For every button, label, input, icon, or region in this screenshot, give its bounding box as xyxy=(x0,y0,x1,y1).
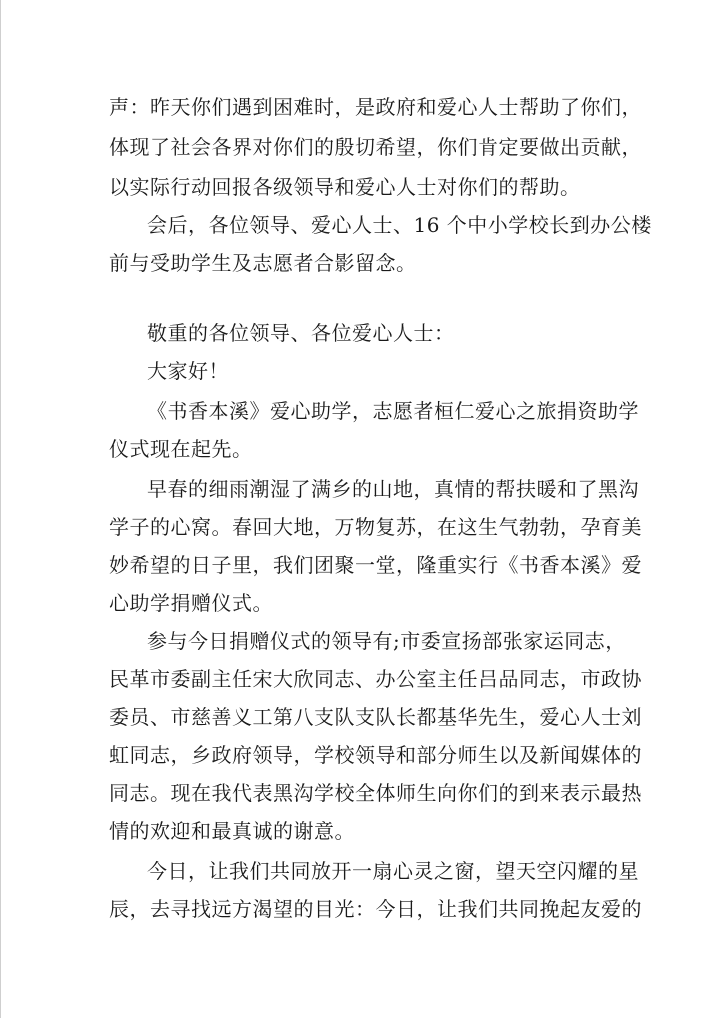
text-line: 妙希望的日子里，我们团聚一堂，隆重实行《书香本溪》爱 xyxy=(109,553,642,577)
text-line: 辰，去寻找远方渴望的目光：今日，让我们共同挽起友爱的 xyxy=(109,897,642,921)
text-line: 以实际行动回报各级领导和爱心人士对你们的帮助。 xyxy=(109,175,581,199)
text-line: 民革市委副主任宋大欣同志、办公室主任吕品同志，市政协 xyxy=(109,667,642,691)
text-line: 参与今日捐赠仪式的领导有;市委宣扬部张家运同志， xyxy=(147,629,626,653)
text-line: 仪式现在起先。 xyxy=(109,437,253,461)
text-line: 声：昨天你们遇到困难时，是政府和爱心人士帮助了你们， xyxy=(109,95,642,119)
text-line: 情的欢迎和最真诚的谢意。 xyxy=(109,819,355,843)
text-line: 会后，各位领导、爱心人士、16 个中小学校长到办公楼 xyxy=(147,213,652,237)
text-line: 虹同志，乡政府领导，学校领导和部分师生以及新闻媒体的 xyxy=(109,743,642,767)
salutation: 敬重的各位领导、各位爱心人士： xyxy=(147,321,455,345)
greeting: 大家好！ xyxy=(147,359,229,383)
text-line: 前与受助学生及志愿者合影留念。 xyxy=(109,251,417,275)
text-line: 今日，让我们共同放开一扇心灵之窗，望天空闪耀的星 xyxy=(147,859,639,883)
text-line: 同志。现在我代表黑沟学校全体师生向你们的到来表示最热 xyxy=(109,781,642,805)
text-line: 委员、市慈善义工第八支队支队长都基华先生，爱心人士刘 xyxy=(109,705,642,729)
text-line: 学子的心窝。春回大地，万物复苏，在这生气勃勃，孕育美 xyxy=(109,515,642,539)
text-line: 早春的细雨潮湿了满乡的山地，真情的帮扶暖和了黑沟 xyxy=(147,477,639,501)
text-line: 心助学捐赠仪式。 xyxy=(109,591,273,615)
text-line: 体现了社会各界对你们的殷切希望，你们肯定要做出贡献， xyxy=(109,135,642,159)
text-line: 《书香本溪》爱心助学，志愿者桓仁爱心之旅捐资助学 xyxy=(147,399,639,423)
